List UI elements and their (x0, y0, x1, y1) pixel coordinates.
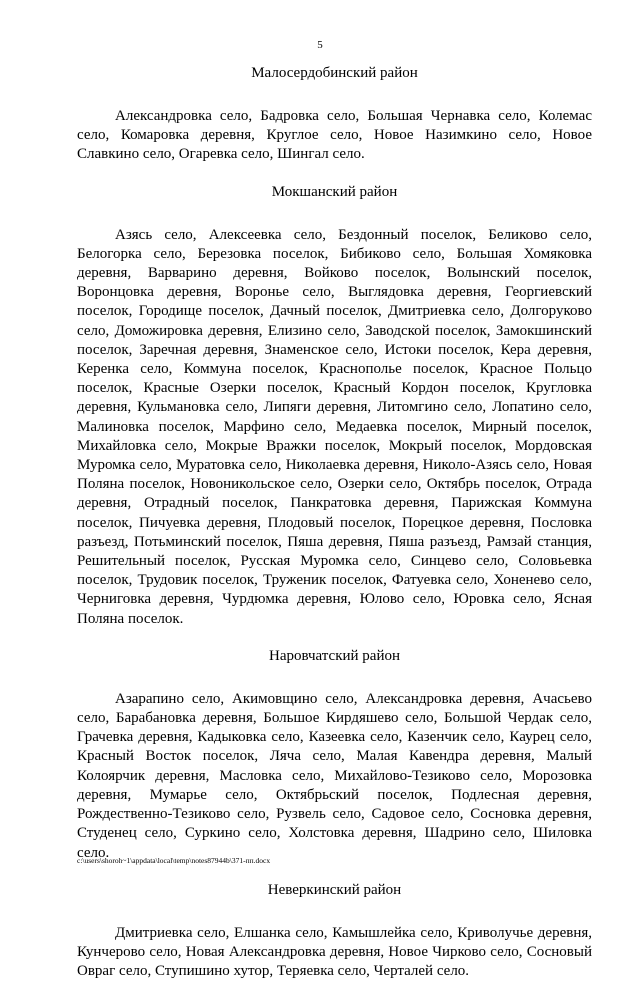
district-section-malosedrobinsky (77, 64, 592, 165)
district-section-mokshansky (77, 183, 592, 629)
district-title: Неверкинский район (267, 881, 402, 898)
district-title: Мокшанский район (271, 183, 398, 200)
district-settlements-text: Азарапино село, Акимовщино село, Александровка деревня, Ачасьево село, Барабановка деревня, Большое Кирдяшево село, Большой Чердак село, Грачевка деревня, Кадыковка село, Казеевка село, Казенчик село, Каурец село, Красный Восток поселок, Ляча село, Малая Кавендра деревня, Малый Колоярчик деревня, Масловка село, Михайлово-Тезиково село, Морозовка деревня, Мумарье село, Октябрьский поселок, Подлесная деревня, Рождественно-Тезиково село, Рузвель село, Садовое село, Сосновка деревня, Студенец село, Суркино село, Холстовка деревня, Шадрино село, Шиловка село. (77, 690, 592, 861)
page-number: 5 (317, 39, 323, 51)
district-title: Малосердобинский район (251, 65, 418, 81)
district-settlements-text: Александровка село, Бадровка село, Большая Чернавка село, Колемас село, Комаровка деревня, Круглое село, Новое Назимкино село, Новое Славкино село, Огаревка село, Шингал село. (77, 108, 592, 163)
footer-file-path: c:\users\shoroh~1\appdata\local\temp\notes87944b\371-пп.docx (77, 856, 271, 865)
district-section-neverkinsky (77, 881, 592, 982)
district-section-narovchatsky (77, 647, 592, 863)
district-title: Наровчатский район (268, 647, 400, 664)
district-settlements-text: Азясь село, Алексеевка село, Бездонный поселок, Беликово село, Белогорка село, Березовка поселок, Бибиково село, Большая Хомяковка деревня, Варварино деревня, Войково поселок, Волынский поселок, Воронцовка деревня, Воронье село, Выглядовка деревня, Георгиевский поселок, Городище поселок, Дачный поселок, Дмитриевка село, Долгоруково село, Доможировка деревня, Елизино село, Заводской поселок, Замокшинский поселок, Заречная деревня, Знаменское село, Истоки поселок, Кера деревня, Керенка село, Коммуна поселок, Краснополье поселок, Красное Польцо поселок, Красные Озерки поселок, Красный Кордон поселок, Кругловка деревня, Кульмановка село, Липяги деревня, Литомгино село, Лопатино село, Малиновка поселок, Марфино село, Медаевка поселок, Мирный поселок, Михайловка село, Мокрые Вражки поселок, Мокрый поселок, Мордовская Муромка село, Муратовка село, Николаевка деревня, Николо-Азясь село, Новая Поляна поселок, Новоникольское село, Озерки село, Октябрь поселок, Отрада деревня, Отрадный поселок, Панкратовка деревня, Парижская Коммуна поселок, Пичуевка деревня, Плодовый поселок, Порецкое деревня, Пословка разъезд, Потьминский поселок, Пяша деревня, Пяша разъезд, Рамзай станция, Решительный поселок, Русская Муромка село, Синцево село, Соловьевка поселок, Трудовик поселок, Труженик поселок, Фатуевка село, Хоненево село, Черниговка деревня, Чурдюмка деревня, Юлово село, Юровка село, Ясная Поляна поселок. (77, 226, 592, 627)
district-settlements-text: Дмитриевка село, Елшанка село, Камышлейка село, Криволучье деревня, Кунчерово село, Новая Александровка деревня, Новое Чирково село, Сосновый Овраг село, Ступишино хутор, Теряевка село, Черталей село. (77, 924, 592, 980)
